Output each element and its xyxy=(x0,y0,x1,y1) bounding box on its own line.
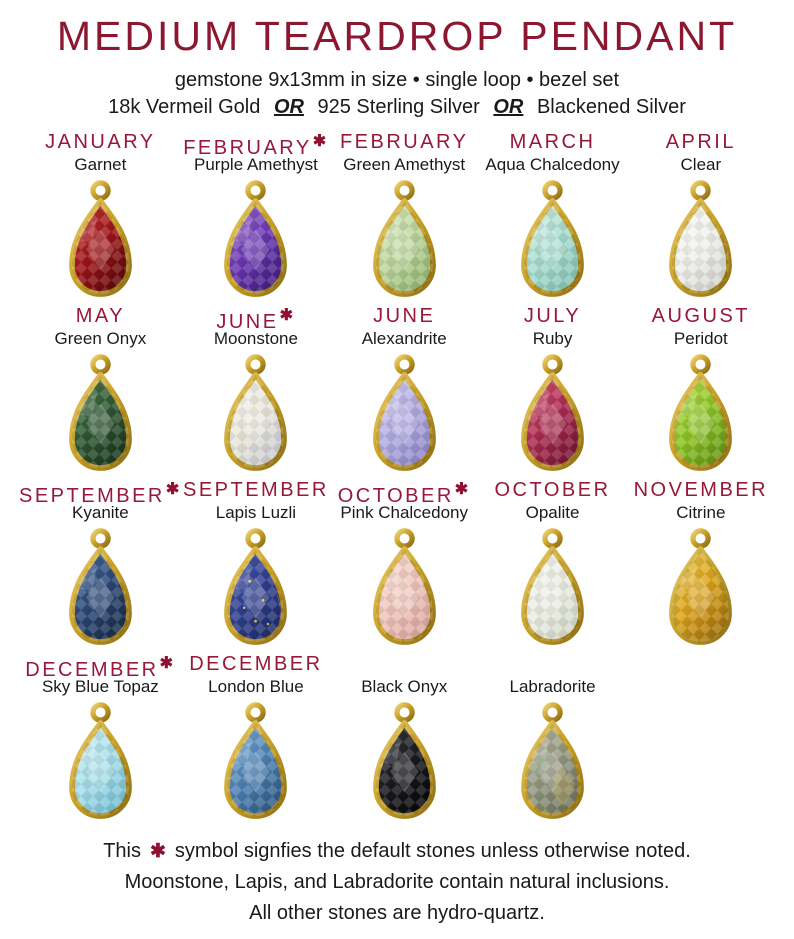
pendant-image xyxy=(505,700,600,820)
pendant-image xyxy=(505,526,600,646)
month-label: JULY xyxy=(523,305,582,327)
stone-label: Kyanite xyxy=(72,503,129,522)
default-asterisk-icon: ✱ xyxy=(454,481,471,498)
stone-label: Opalite xyxy=(525,503,580,522)
pendant-loop xyxy=(93,357,108,372)
pendant-cell-peridot xyxy=(627,303,775,472)
month-label xyxy=(478,651,626,677)
footnote-inclusions: Moonstone, Lapis, and Labradorite contain natural inclusions. xyxy=(124,871,670,893)
metal-option-vermeil: 18k Vermeil Gold xyxy=(108,96,261,118)
month-label: OCTOBER✱ xyxy=(337,481,471,507)
month-label xyxy=(330,651,478,677)
pendant-cell-garnet xyxy=(19,129,182,298)
stone-label: Aqua Chalcedony xyxy=(485,155,620,174)
pendant-cell-alexandrite xyxy=(330,303,478,472)
subtitle-specs-text: gemstone 9x13mm in size • single loop • bezel set xyxy=(174,69,620,91)
month-label: APRIL xyxy=(665,131,736,153)
pendant-cell-kyanite xyxy=(19,477,182,646)
pendant-loop xyxy=(248,531,263,546)
default-asterisk-icon: ✱ xyxy=(159,655,176,672)
pendant-loop xyxy=(397,705,412,720)
pendant-cell-labradorite xyxy=(478,651,626,820)
pendant-loop xyxy=(693,531,708,546)
pendant-image xyxy=(53,526,148,646)
pendant-cell-pink-chalcedony xyxy=(330,477,478,646)
pendant-cell-green-onyx xyxy=(19,303,182,472)
pendant-cell-ruby xyxy=(478,303,626,472)
pendant-cell-green-amethyst xyxy=(330,129,478,298)
metal-option-sterling: 925 Sterling Silver xyxy=(317,96,480,118)
month-label: MAY xyxy=(75,305,126,327)
pendant-loop xyxy=(545,531,560,546)
pendant-cell-london-blue xyxy=(182,651,330,820)
month-label: DECEMBER✱ xyxy=(25,655,176,681)
default-asterisk-icon: ✱ xyxy=(279,307,296,324)
stone-label: Clear xyxy=(680,155,722,174)
pendant-cell-clear xyxy=(627,129,775,298)
pendant-cell-aqua-chalcedony xyxy=(478,129,626,298)
or-separator: OR xyxy=(493,96,524,118)
pendant-loop xyxy=(693,183,708,198)
stone-label: Labradorite xyxy=(509,677,596,696)
month-label: OCTOBER xyxy=(494,479,611,501)
pendant-image xyxy=(208,178,303,298)
pendant-image xyxy=(505,352,600,472)
stone-label: Green Onyx xyxy=(54,329,147,348)
pendant-image xyxy=(653,178,748,298)
pendant-loop xyxy=(93,705,108,720)
month-label: JANUARY xyxy=(45,131,156,153)
pendant-loop xyxy=(693,357,708,372)
pendant-loop xyxy=(545,183,560,198)
pendant-grid xyxy=(19,129,775,820)
metal-option-blackened: Blackened Silver xyxy=(536,96,686,118)
pendant-loop xyxy=(397,183,412,198)
pendant-image xyxy=(653,526,748,646)
pendant-image xyxy=(53,700,148,820)
default-asterisk-icon: ✱ xyxy=(165,481,182,498)
stone-label: Black Onyx xyxy=(361,677,448,696)
pendant-loop xyxy=(93,531,108,546)
pendant-image xyxy=(357,352,452,472)
pendant-loop xyxy=(248,705,263,720)
pendant-loop xyxy=(545,705,560,720)
stone-label: Peridot xyxy=(673,329,728,348)
stone-label: Moonstone xyxy=(213,329,298,348)
subtitle-specs xyxy=(0,69,794,92)
footnotes xyxy=(0,836,794,929)
footnote-default-stones: This ✱ symbol signfies the default stones unless otherwise noted. xyxy=(103,840,691,862)
stone-label: Ruby xyxy=(532,329,573,348)
pendant-image xyxy=(357,700,452,820)
pendant-cell-black-onyx xyxy=(330,651,478,820)
stone-label: Sky Blue Topaz xyxy=(41,677,159,696)
pendant-image xyxy=(53,352,148,472)
month-label: JUNE✱ xyxy=(216,307,296,333)
pendant-cell-lapis-luzli xyxy=(182,477,330,646)
pendant-image xyxy=(208,526,303,646)
month-label: NOVEMBER xyxy=(633,479,769,501)
or-separator: OR xyxy=(273,96,304,118)
month-label: SEPTEMBER xyxy=(182,479,329,501)
stone-label: Alexandrite xyxy=(361,329,447,348)
empty-cell xyxy=(627,651,775,820)
month-label: FEBRUARY xyxy=(339,131,469,153)
page-title: MEDIUM TEARDROP PENDANT xyxy=(56,13,738,59)
pendant-loop xyxy=(397,531,412,546)
pendant-image xyxy=(653,352,748,472)
pendant-cell-citrine xyxy=(627,477,775,646)
pendant-loop xyxy=(397,357,412,372)
pendant-cell-moonstone xyxy=(182,303,330,472)
month-label: JUNE xyxy=(373,305,436,327)
month-label: AUGUST xyxy=(651,305,751,327)
month-label: SEPTEMBER✱ xyxy=(19,481,182,507)
stone-label: Purple Amethyst xyxy=(194,155,318,174)
default-asterisk-icon: ✱ xyxy=(150,841,166,862)
pendant-loop xyxy=(248,357,263,372)
month-label: MARCH xyxy=(509,131,596,153)
stone-label: London Blue xyxy=(208,677,304,696)
pendant-image xyxy=(357,526,452,646)
pendant-cell-purple-amethyst xyxy=(182,129,330,298)
pendant-loop xyxy=(248,183,263,198)
pendant-cell-opalite xyxy=(478,477,626,646)
pendant-image xyxy=(357,178,452,298)
default-asterisk-icon: ✱ xyxy=(312,133,329,150)
stone-label: Green Amethyst xyxy=(343,155,466,174)
stone-label: Lapis Luzli xyxy=(215,503,297,522)
stone-label: Pink Chalcedony xyxy=(340,503,468,522)
footnote-hydro-quartz: All other stones are hydro-quartz. xyxy=(249,902,545,924)
pendant-loop xyxy=(93,183,108,198)
pendant-cell-sky-blue-topaz xyxy=(19,651,182,820)
month-label: DECEMBER xyxy=(189,653,323,675)
stone-label: Citrine xyxy=(676,503,726,522)
pendant-image xyxy=(53,178,148,298)
subtitle-metals xyxy=(0,96,794,119)
pendant-loop xyxy=(545,357,560,372)
month-label: FEBRUARY✱ xyxy=(183,133,329,159)
pendant-image xyxy=(505,178,600,298)
pendant-image xyxy=(208,352,303,472)
stone-label: Garnet xyxy=(74,155,127,174)
pendant-image xyxy=(208,700,303,820)
